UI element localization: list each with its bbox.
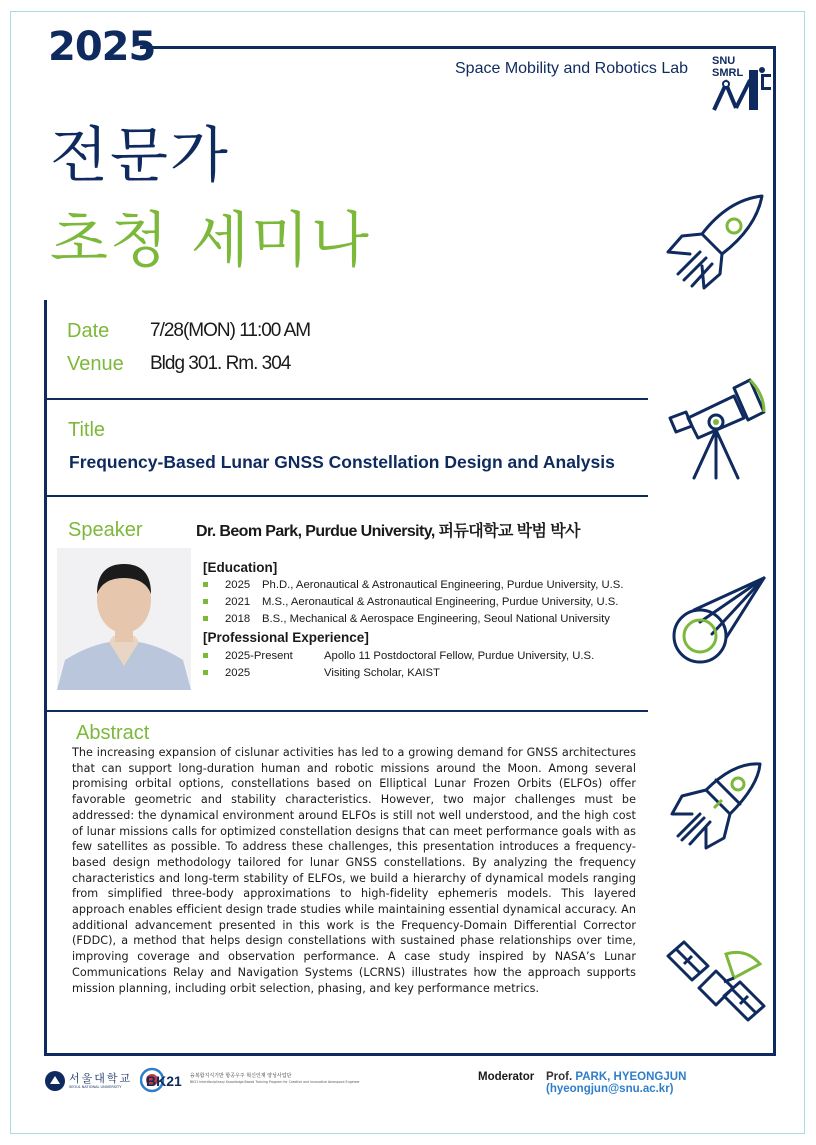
education-list (203, 577, 623, 628)
university-emblem-icon (44, 1070, 66, 1092)
education-year: 2025 (225, 579, 251, 591)
title-korean-line1: 전문가 (50, 121, 230, 191)
education-text: B.S., Mechanical & Aerospace Engineering, Seoul National University (262, 613, 610, 625)
title-korean-line2: 초청 세미나 (50, 206, 371, 276)
moderator-label: Moderator (478, 1071, 535, 1083)
moderator-email[interactable]: (hyeongjun@snu.ac.kr) (546, 1083, 674, 1095)
divider-2 (44, 495, 648, 497)
shuttle-icon (664, 756, 768, 864)
abstract-heading: Abstract (76, 722, 150, 744)
experience-text: Visiting Scholar, KAIST (324, 667, 440, 679)
date-value: 7/28(MON) 11:00 AM (150, 320, 311, 341)
talk-title-label: Title (68, 419, 106, 441)
moderator-name: PARK, HYEONGJUN (575, 1071, 687, 1083)
experience-heading: [Professional Experience] (203, 630, 369, 645)
bullet-icon (203, 670, 208, 675)
moderator-info (546, 1071, 816, 1095)
list-item (203, 594, 623, 611)
abstract-text: The increasing expansion of cislunar activities has led to a growing demand for GNSS architectures that can support long-duration human and robotic missions around the Moon. Among several promising orbital options, constellations based on Elliptical Lunar Frozen Orbits (ELFOs) offer favorable geometric and stability characteristics. However, two major challenges must be addressed: the dynamical environment around ELFOs is still not well understood, and the high cost of lunar missions calls for optimized constellation designs that can meet performance goals with as few satellites as possible. To address these challenges, this presentation introduces a frequency-based design methodology tailored for lunar GNSS constellations. By analyzing the frequency characteristics and long-term stability of ELFOs, we build a hierarchy of dynamical models ranging from simplified three-body approximations to high-fidelity ephemeris models. This layered approach enables efficient design trade studies while maintaining essential dynamical accuracy. An additional advancement presented in this work is the Frequency-Domain Differential Corrector (FDDC), a method that helps design constellations with sustained phase relationships over time, improving coverage and observation performance. A case study inspired by NASA’s Lunar Communications Relay and Navigation Systems (LCRNS) illustrates how the approach supports mission planning, including orbit selection, phasing, and key performance metrics. (72, 746, 636, 995)
education-heading: [Education] (203, 560, 278, 575)
divider-3 (44, 710, 648, 712)
lab-name: Space Mobility and Robotics Lab (455, 60, 689, 77)
lab-logo (706, 50, 776, 116)
bk21-text: BK21 (146, 1073, 182, 1089)
education-year: 2018 (225, 613, 251, 625)
year-heading: 2025 (48, 24, 156, 70)
telescope-icon (664, 374, 768, 482)
list-item (203, 577, 623, 594)
list-item (203, 648, 594, 665)
experience-year: 2025-Present (225, 650, 293, 662)
logo-text-snu: SNU (712, 55, 736, 67)
rocket-icon (662, 190, 766, 298)
bullet-icon (203, 582, 208, 587)
talk-title: Frequency-Based Lunar GNSS Constellation Design and Analysis (69, 452, 615, 472)
info-left-bar (44, 300, 47, 710)
education-text: M.S., Aeronautical & Astronautical Engineering, Purdue University, U.S. (262, 596, 619, 608)
satellite-icon (664, 938, 768, 1038)
speaker-name: Dr. Beom Park, Purdue University, 퍼듀대학교 박범 박사 (196, 523, 580, 540)
date-label: Date (67, 320, 110, 342)
education-year: 2021 (225, 596, 251, 608)
university-logo (44, 1068, 134, 1094)
bullet-icon (203, 653, 208, 658)
list-item (203, 665, 594, 682)
experience-text: Apollo 11 Postdoctoral Fellow, Purdue University, U.S. (324, 650, 595, 662)
speaker-label: Speaker (68, 519, 143, 541)
list-item (203, 611, 623, 628)
education-text: Ph.D., Aeronautical & Astronautical Engineering, Purdue University, U.S. (262, 579, 624, 591)
comet-icon (664, 574, 768, 670)
venue-value: Bldg 301. Rm. 304 (150, 353, 291, 374)
experience-list (203, 648, 594, 682)
bk21-program-en: BK21 Interdisciplinary Knowledge-Based Training Program for Creative and Innovative Aerospace Engineer (190, 1080, 360, 1084)
speaker-photo (57, 548, 191, 690)
logo-text-smrl: SMRL (712, 67, 744, 79)
bk21-program-ko: 융복합지식기반 항공우주 혁신인재 양성사업단 (190, 1073, 292, 1079)
experience-year: 2025 (225, 667, 251, 679)
bk21-logo (140, 1066, 400, 1096)
bullet-icon (203, 599, 208, 604)
divider-1 (44, 398, 648, 400)
university-name: 서울대학교 (69, 1072, 133, 1085)
venue-label: Venue (67, 353, 124, 375)
moderator-prefix: Prof. (546, 1071, 573, 1083)
bullet-icon (203, 616, 208, 621)
university-name-en: SEOUL NATIONAL UNIVERSITY (69, 1085, 122, 1089)
